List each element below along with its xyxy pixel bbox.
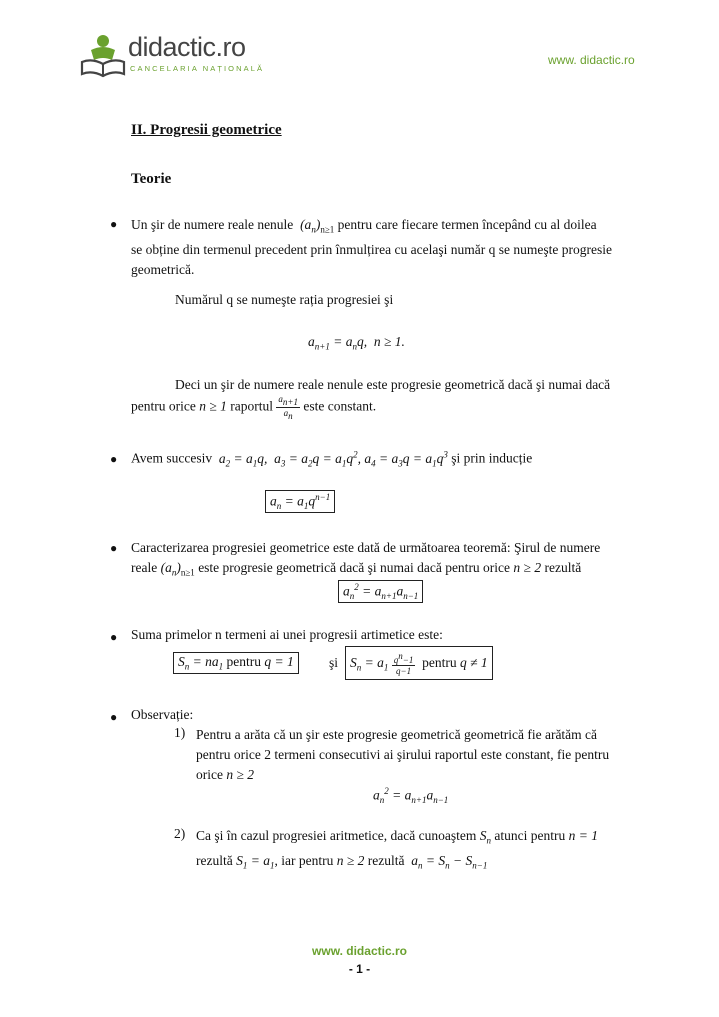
orice-text-a: pentru orice — [131, 398, 196, 414]
orice-text-b: raportul — [230, 398, 274, 414]
bullet-dot: ● — [110, 710, 118, 724]
obs-item-1-number: 1) — [174, 725, 186, 740]
observatie-title: Observație: — [131, 707, 194, 722]
obs-2-text-c: rezultă — [196, 852, 233, 868]
sum-fraction: $\frac{q^n-1}{q-1}$ — [393, 651, 414, 677]
deci-line: Deci un şir de numere reale nenule este progresie geometrică dacă şi numai dacă — [175, 377, 611, 392]
section-title: II. Progresii geometrice — [131, 122, 282, 138]
si-text: şi — [329, 655, 339, 670]
logo-text: didactic.ro — [128, 32, 246, 62]
b1-text-a: Un şir de numere reale nenule — [131, 217, 294, 232]
formula-recurrence: $a_{n+1} = a_nq$, n ≥ 1. — [308, 334, 405, 352]
obs-2-text-a: Ca şi în cazul progresiei aritmetice, dacă cunoaştem — [196, 828, 477, 843]
ratio-fraction: $\frac{a_{n+1}}{a_n}$ — [278, 394, 298, 421]
logo-subtitle: CANCELARIA NAȚIONALĂ — [130, 64, 265, 73]
header-url: www. didactic.ro — [548, 53, 635, 67]
orice-line: pentru orice n ≥ 1 raportul $\frac{a_{n+1}}{a_n}$ este constant. — [131, 394, 377, 421]
obs-2-text-e: rezultă — [367, 852, 405, 868]
bullet-2: Avem succesiv $a_2 = a_1q$, $a_3 = a_2q = a_1q^2$, $a_4 = a_3q = a_1q^3$ şi prin inducție — [131, 449, 533, 469]
obs-item-2: Ca şi în cazul progresiei aritmetice, dacă cunoaştem $S_n$ atunci pentru n = 1 rezultă $S_1 = a_1$, iar pentru n ≥ 2 rezultă $a_n = S_n - S_{n-1}$ — [196, 828, 598, 871]
b4-line1: Suma primelor n termeni ai unei progresii artimetice este: — [131, 627, 443, 642]
b3-line1: Caracterizarea progresiei geometrice este dată de următoarea teoremă: Şirul de numere — [131, 540, 601, 555]
b1-line3: geometrică. — [131, 261, 195, 277]
obs-1-line1: Pentru a arăta că un şir este progresie geometrică geometrică fie arătăm că — [196, 727, 598, 742]
obs-2-text-b: atunci pentru — [494, 828, 566, 843]
bullet-dot: ● — [110, 541, 118, 555]
b3-text-a: reale — [131, 560, 158, 575]
bullet-1: Un şir de numere reale nenule $(a_n)_{n\ge 1}$ pentru care fiecare termen începând cu al doilea se obține din termenul precedent prin înmulțirea cu acelaşi număr q se numeşte progresie geometrică. — [131, 215, 661, 280]
page-number: - 1 - — [348, 962, 371, 976]
obs-item-2-number: 2) — [174, 826, 186, 841]
formula-sum-q1: $S_n = na_1$ pentru q = 1 — [173, 652, 299, 674]
section-subtitle: Teorie — [131, 171, 172, 187]
b3-text-c: rezultă — [544, 560, 582, 575]
bullet-3: Caracterizarea progresiei geometrice este dată de următoarea teoremă: Şirul de numere reale $(a_n)_{n\ge 1}$ este progresie geometrică dacă şi numai dacă pentru orice n ≥ 2 rezultă — [131, 540, 601, 578]
obs-2-text-d: , iar pentru — [274, 852, 334, 868]
obs-1-line2: pentru orice 2 termeni consecutivi ai şirului raportul este constant, fie pentru — [196, 747, 610, 762]
b3-text-b: este progresie geometrică dacă şi numai dacă pentru orice — [198, 560, 511, 575]
pentru-text: pentru — [422, 655, 457, 670]
obs-item-1: Pentru a arăta că un şir este progresie geometrică geometrică fie arătăm că pentru orice 2 termeni consecutivi ai şirului raportul este constant, fie pentru orice n ≥ 2 — [196, 727, 610, 782]
pentru-text: pentru — [226, 654, 261, 669]
orice-text-c: este constant. — [303, 398, 377, 414]
bullet-dot: ● — [110, 217, 118, 231]
footer-url: www. didactic.ro — [312, 944, 407, 958]
ratio-line: Numărul q se numeşte rația progresiei şi — [175, 292, 394, 307]
bullet-dot: ● — [110, 630, 118, 644]
b2-text-b: şi prin inducție — [451, 450, 533, 466]
logo — [80, 32, 265, 80]
formula-general-term: $a_n = a_1q^{n-1}$ — [265, 490, 335, 513]
b2-text-a: Avem succesiv — [131, 450, 213, 466]
formula-sum-general: $S_n = a_1$ $\frac{q^n-1}{q-1}$ pentru q ≠ 1 — [345, 646, 493, 680]
logo-icon — [80, 34, 126, 78]
formula-characterization-2: $a_n^2 = a_{n+1}a_{n-1}$ — [373, 786, 449, 806]
b1-line2: se obține din termenul precedent prin înmulțirea cu acelaşi număr q se numeşte progresie — [131, 241, 612, 257]
b1-text-b: pentru care fiecare termen începând cu al doilea — [337, 217, 597, 232]
obs-1-line3: orice — [196, 767, 223, 782]
bullet-dot: ● — [110, 452, 118, 466]
formula-characterization: $a_n^2 = a_{n+1}a_{n-1}$ — [338, 580, 423, 603]
